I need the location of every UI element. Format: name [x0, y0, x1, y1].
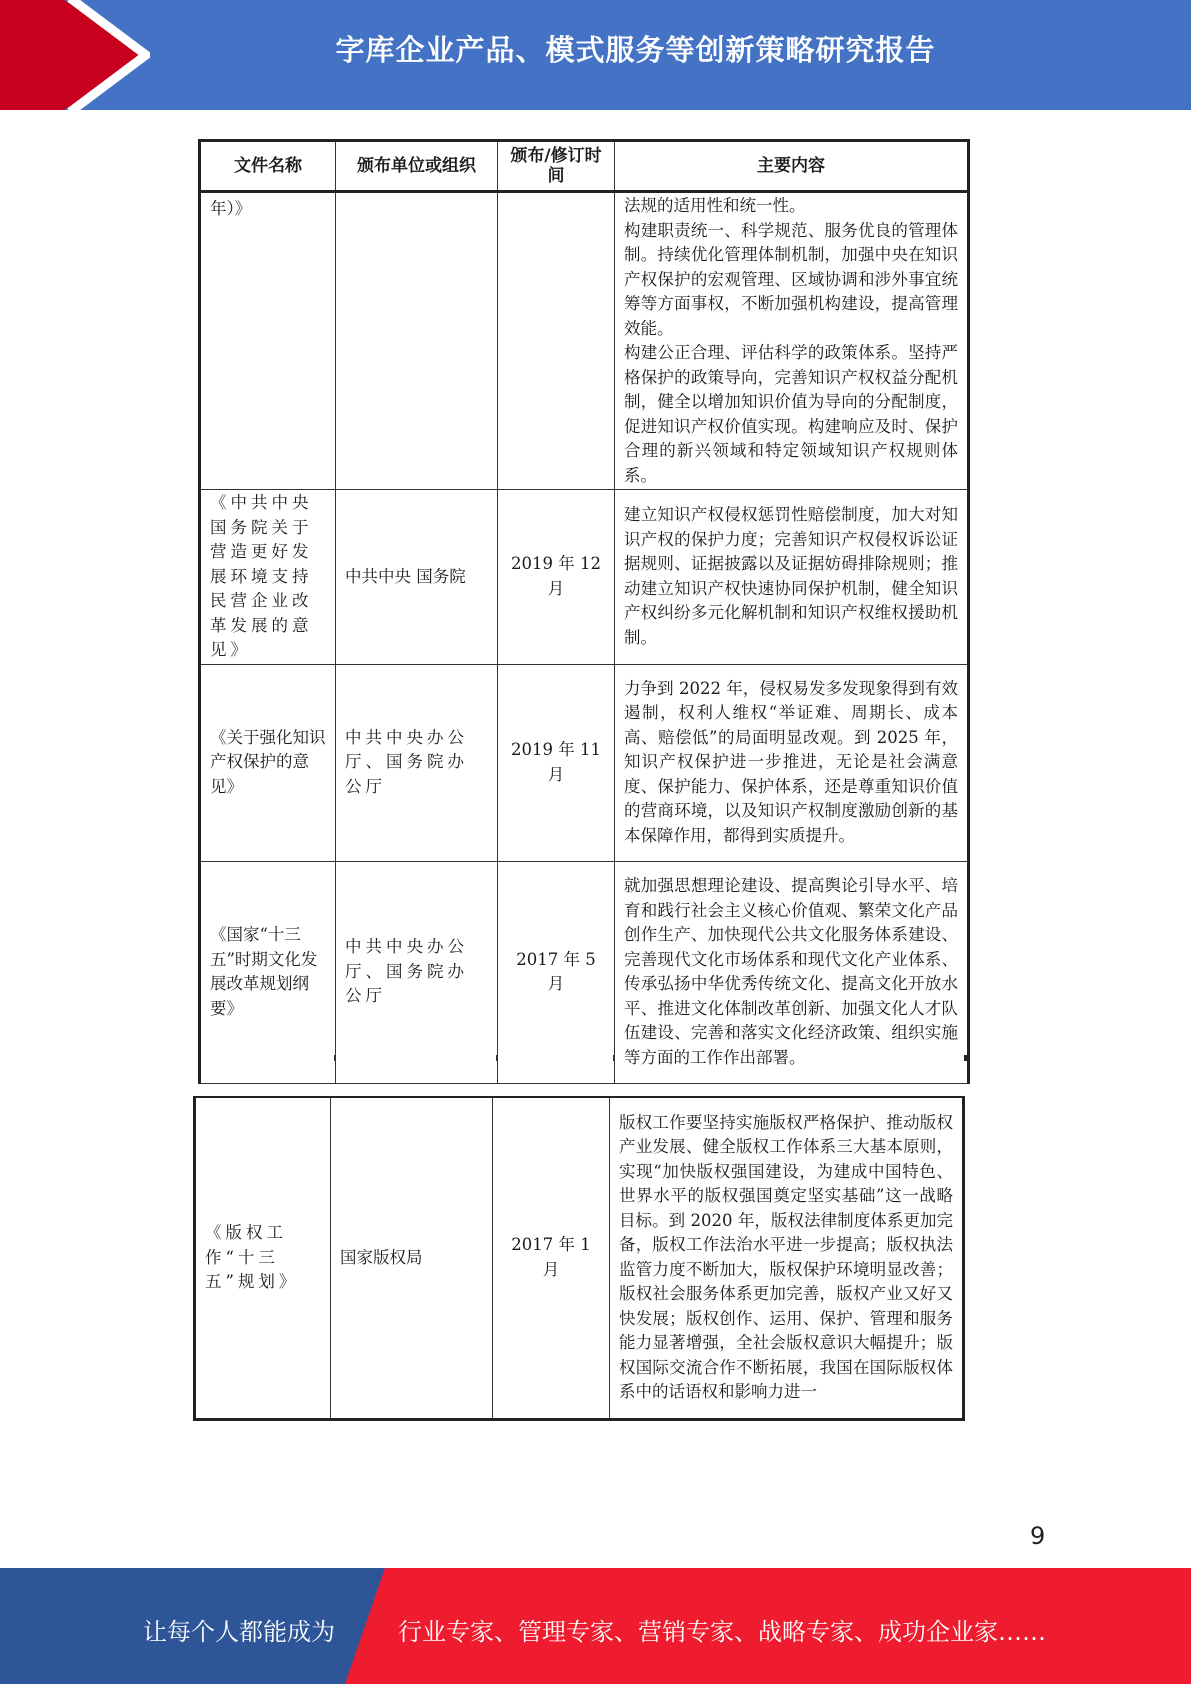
cell-file-name: 年）》	[200, 192, 336, 490]
cell-issuer: 国家版权局	[331, 1097, 493, 1419]
column-header-content: 主要内容	[615, 141, 969, 192]
cell-time: 2017 年 5 月	[498, 861, 615, 1083]
cell-content: 版权工作要坚持实施版权严格保护、推动版权产业发展、健全版权工作体系三大基本原则，实现“加快版权强国建设，为建成中国特色、世界水平的版权强国奠定坚实基础”这一战略目标。到 2020 年，版权法律制度体系更加完备，版权工作法治水平进一步提高；版权执法监管力度不断加大，版权保护环境明显改善；版权社会服务体系更加完善，版权产业又好又快发展；版权创作、运用、保护、管理和服务能力显著增强，全社会版权意识大幅提升；版权国际交流合作不断拓展，我国在国际版权体系中的话语权和影响力进一	[610, 1097, 964, 1419]
footer-slogan-left: 让每个人都能成为	[143, 1618, 335, 1646]
cell-content: 建立知识产权侵权惩罚性赔偿制度，加大对知识产权的保护力度；完善知识产权侵权诉讼证据规则、证据披露以及证据妨碍排除规则；推动建立知识产权快速协同保护机制，健全知识产权纠纷多元化解机制和知识产权维权援助机制。	[615, 490, 969, 665]
cell-time: 2019 年 12 月	[498, 490, 615, 665]
cell-content: 力争到 2022 年，侵权易发多发现象得到有效遏制，权利人维权“举证难、周期长、成本高、赔偿低”的局面明显改观。到 2025 年，知识产权保护进一步推进，无论是社会满意度、保护能力、保护体系，还是尊重知识价值的营商环境，以及知识产权制度激励创新的基本保障作用，都得到实质提升。	[615, 664, 969, 861]
table-row	[200, 861, 969, 1083]
cell-time: 2019 年 11 月	[498, 664, 615, 861]
table-row	[200, 490, 969, 665]
table-cut-edge	[198, 1055, 967, 1061]
table-row	[195, 1097, 964, 1419]
cell-file-name: 《国家“十三五”时期文化发展改革规划纲要》	[200, 861, 336, 1083]
column-header-time: 颁布/修订时间	[498, 141, 615, 192]
page-number: 9	[1030, 1522, 1046, 1550]
table-row	[200, 192, 969, 490]
column-header-issuer: 颁布单位或组织	[336, 141, 498, 192]
footer-slogan-right: 行业专家、管理专家、营销专家、战略专家、成功企业家……	[398, 1618, 1046, 1646]
header-chevron-graphic	[0, 0, 150, 110]
policy-table-continued	[193, 1096, 965, 1421]
cell-file-name: 《关于强化知识产权保护的意见》	[200, 664, 336, 861]
cell-file-name: 《版权工作“十三五”规划》	[195, 1097, 331, 1419]
table-row	[200, 664, 969, 861]
cell-content: 法规的适用性和统一性。 构建职责统一、科学规范、服务优良的管理体制。持续优化管理体制机制，加强中央在知识产权保护的宏观管理、区域协调和涉外事宜统筹等方面事权，不断加强机构建设，提高管理效能。 构建公正合理、评估科学的政策体系。坚持严格保护的政策导向，完善知识产权权益分配机制，健全以增加知识价值为导向的分配制度，促进知识产权价值实现。构建响应及时、保护合理的新兴领域和特定领域知识产权规则体系。	[615, 192, 969, 490]
column-header-name: 文件名称	[200, 141, 336, 192]
page-header	[0, 0, 1191, 110]
cell-time: 2017 年 1 月	[493, 1097, 610, 1419]
cell-issuer	[336, 192, 498, 490]
table-header-row	[200, 141, 969, 192]
page-footer	[0, 1568, 1191, 1684]
cell-content: 就加强思想理论建设、提高舆论引导水平、培育和践行社会主义核心价值观、繁荣文化产品创作生产、加快现代公共文化服务体系建设、完善现代文化市场体系和现代文化产业体系、传承弘扬中华优秀传统文化、提高文化开放水平、推进文化体制改革创新、加强文化人才队伍建设、完善和落实文化经济政策、组织实施等方面的工作作出部署。	[615, 861, 969, 1083]
report-title: 字库企业产品、模式服务等创新策略研究报告	[335, 33, 936, 67]
cell-file-name: 《中共中央国务院关于营造更好发展环境支持民营企业改革发展的意见》	[200, 490, 336, 665]
cell-issuer: 中共中央 国务院	[336, 490, 498, 665]
cell-issuer: 中共中央办公厅、国务院办公厅	[336, 861, 498, 1083]
cell-time	[498, 192, 615, 490]
policy-table	[198, 139, 970, 1084]
cell-issuer: 中共中央办公厅、国务院办公厅	[336, 664, 498, 861]
